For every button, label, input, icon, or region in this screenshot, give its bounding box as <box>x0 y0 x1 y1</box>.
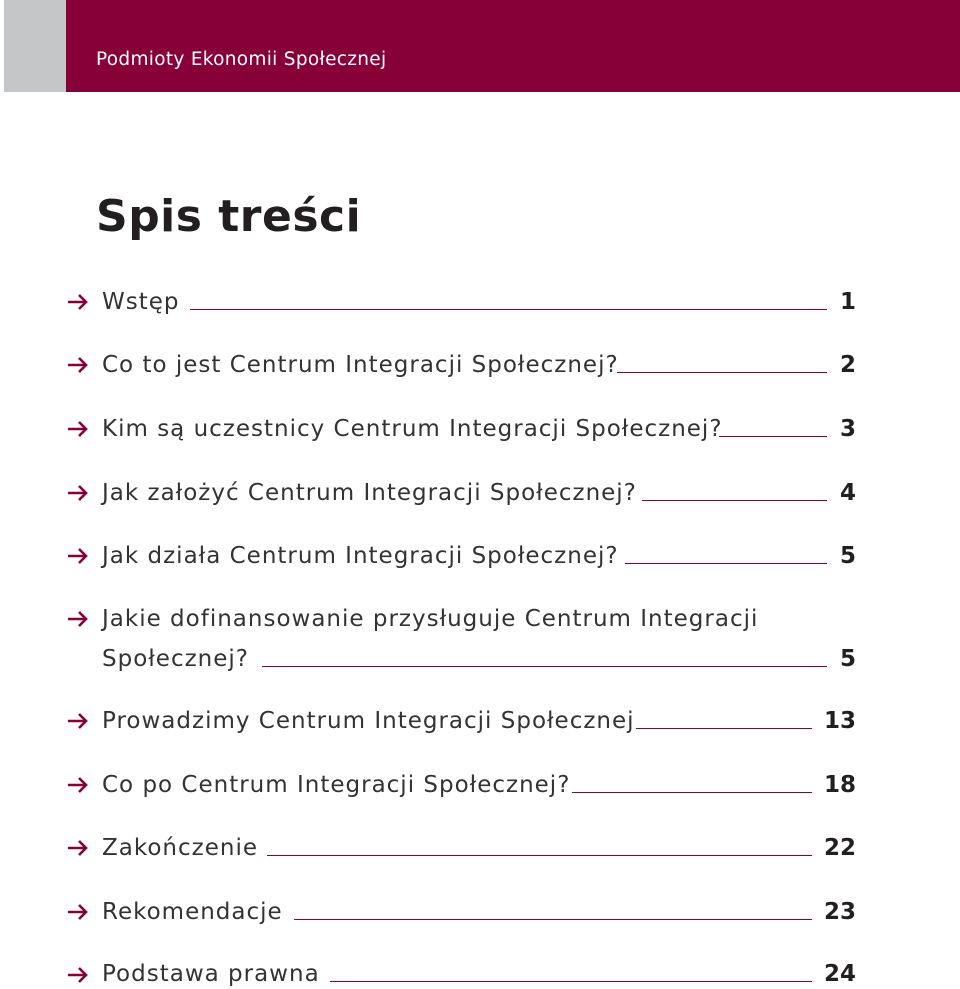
toc-entry-title: Prowadzimy Centrum Integracji Społecznej <box>102 708 635 734</box>
toc-page-number: 5 <box>839 646 856 672</box>
toc-entry-prowadzimy[interactable] <box>0 706 960 736</box>
toc-entry-title-line-2: Społecznej? <box>102 646 250 672</box>
toc-entry-title: Zakończenie <box>102 835 258 861</box>
toc-page-number: 5 <box>839 543 856 569</box>
toc-page-number: 4 <box>839 480 856 506</box>
toc-entry-title-line-1: Jakie dofinansowanie przysługuje Centrum Integracji <box>102 606 759 632</box>
arrow-right-icon <box>66 610 90 628</box>
toc-page-number: 13 <box>823 708 856 734</box>
toc-entry-co-to-jest-cis[interactable] <box>0 350 960 380</box>
toc-entry-zakonczenie[interactable] <box>0 833 960 863</box>
arrow-right-icon <box>66 776 90 794</box>
toc-entry-title: Jak założyć Centrum Integracji Społecznej? <box>102 480 637 506</box>
toc-leader-line <box>572 792 812 793</box>
toc-leader-line <box>617 372 827 373</box>
toc-entry-title: Kim są uczestnicy Centrum Integracji Społecznej? <box>102 416 723 442</box>
arrow-right-icon <box>66 293 90 311</box>
header-bar <box>66 0 960 92</box>
toc-entry-title: Co to jest Centrum Integracji Społecznej? <box>102 352 619 378</box>
arrow-right-icon <box>66 547 90 565</box>
arrow-right-icon <box>66 903 90 921</box>
arrow-right-icon <box>66 839 90 857</box>
toc-entry-jak-dziala[interactable] <box>0 541 960 571</box>
page-title: Spis treści <box>96 191 362 242</box>
toc-page-number: 22 <box>823 835 856 861</box>
arrow-right-icon <box>66 712 90 730</box>
toc-leader-line <box>330 981 812 982</box>
toc-entry-title: Podstawa prawna <box>102 961 320 987</box>
toc-entry-rekomendacje[interactable] <box>0 897 960 927</box>
toc-leader-line <box>190 309 827 310</box>
toc-page-number: 3 <box>839 416 856 442</box>
toc-leader-line <box>636 728 812 729</box>
arrow-right-icon <box>66 966 90 984</box>
toc-leader-line <box>267 855 812 856</box>
toc-entry-wstep[interactable] <box>0 287 960 317</box>
toc-page-number: 2 <box>839 352 856 378</box>
toc-leader-line <box>642 500 827 501</box>
toc-entry-kim-sa-uczestnicy[interactable] <box>0 414 960 444</box>
toc-entry-title: Rekomendacje <box>102 899 283 925</box>
toc-leader-line <box>262 666 827 667</box>
toc-leader-line <box>719 436 827 437</box>
arrow-right-icon <box>66 484 90 502</box>
toc-leader-line <box>294 919 812 920</box>
header-grey-block <box>4 0 66 92</box>
toc-entry-title: Co po Centrum Integracji Społecznej? <box>102 772 571 798</box>
arrow-right-icon <box>66 420 90 438</box>
toc-entry-title: Wstęp <box>102 289 180 315</box>
arrow-right-icon <box>66 356 90 374</box>
header-title: Podmioty Ekonomii Społecznej <box>96 49 387 70</box>
toc-entry-co-po-cis[interactable] <box>0 770 960 800</box>
toc-page-number: 23 <box>823 899 856 925</box>
toc-page-number: 18 <box>823 772 856 798</box>
toc-entry-title: Jak działa Centrum Integracji Społecznej? <box>102 543 619 569</box>
toc-entry-jak-zalozyc[interactable] <box>0 478 960 508</box>
toc-entry-podstawa-prawna[interactable] <box>0 960 960 989</box>
toc-page-number: 24 <box>823 961 856 987</box>
toc-leader-line <box>625 563 827 564</box>
toc-page-number: 1 <box>839 289 856 315</box>
toc-entry-jakie-dofinansowanie[interactable] <box>0 604 960 674</box>
